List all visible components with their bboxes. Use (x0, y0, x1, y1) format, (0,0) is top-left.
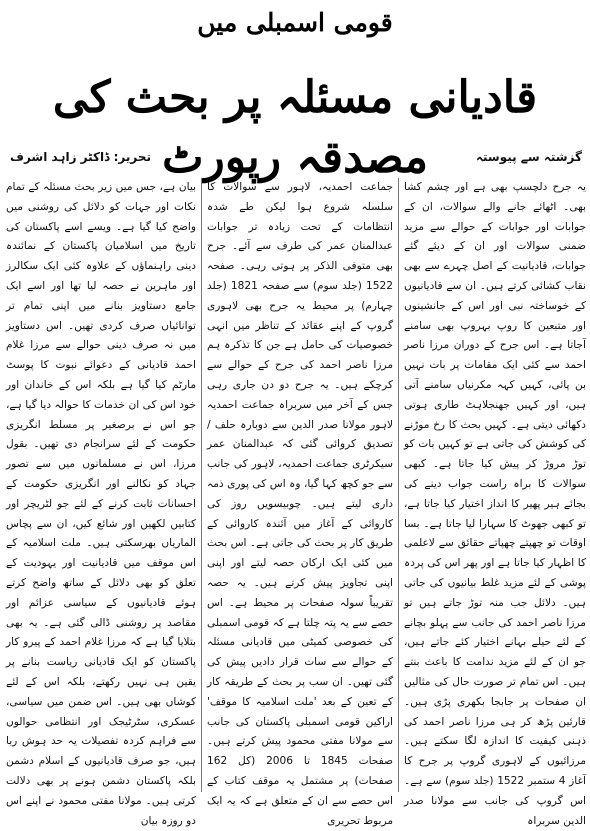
author-byline: تحریر: ڈاکٹر زاہد اشرف (10, 150, 152, 164)
page-title: قادیانی مسئلہ پر بحث کی مصدقہ رپورٹ (52, 72, 538, 183)
column-divider-2 (201, 178, 202, 792)
kicker-heading: قومی اسمبلی میں (197, 8, 393, 37)
article-column-2 (207, 178, 393, 827)
column-divider-1 (398, 178, 399, 792)
article-column-1 (404, 178, 586, 827)
continued-label: گزشتہ سے پیوستہ (475, 150, 582, 164)
column-1-text: یہ جرح دلچسپ بھی ہے اور چشم کشا بھی۔ اٹھائے جانے والے سوالات، ان کے جوابات اور جوابات کے حوالے سے مزید ضمنی سوالات اور ان کے دیئے گئے جوابات، قادیانیت کے اصل چہرے سے بھی نقاب کشائی کرتے ہیں۔ ان سے قادیانیوں کے خوساختہ نبی اور اس کے جانشینوں اور متبعین کا روپ بہروپ بھی سامنے آجاتا ہے۔ اس جرح کے دوران مرزا ناصر احمد سے کئی ایک مقامات پر بات نہیں بن پائی، کہیں کہہ مکرنیاں سامنے آتی ہیں، اور کہیں جھنجلاہٹ طاری ہوتی دکھائی دیتی ہے۔ کہیں بحث کا رخ موڑنے کی کوشش کی جاتی ہے تو کہیں بات کو توڑ مروڑ کر پیش کیا جاتا ہے۔ کبھی سوالات کا براہ راست جواب دینے کی بجائے ہیر پھیر کا انداز اختیار کیا جاتا ہے، تو کبھی جھوٹ کا سہارا لیا جاتا ہے۔ بسا اوقات تو چھپتے چھپاتے حقائق سے لاعلمی کا اظہار کیا جاتا ہے اور پھر اس کی پردہ پوشی کے لئے مزید غلط بیانیوں کی جاتی ہیں۔ دلائل جب منہ توڑ جاتے ہیں تو مرزا ناصر احمد کی جانب سے پہلو بچانے کے لئے حیلے بہانے اختیار کئے جاتے ہیں، جو ان کے لئے مزید ندامت کا باعث بنتے ہیں۔ اس تمام تر صورت حال کی مثالیں ان صفحات پر جابجا بکھری پڑی ہیں۔ قارئین پڑھ کر ہی مرزا ناصر احمد کی ذہنی کیفیت کا اندازہ لگا سکتے ہیں۔ مرزائیوں کے لاہوری گروپ پر جرح کا آغاز 4 ستمبر 1522 (جلد سوم) سے ہے۔ اس گروپ کی جانب سے مولانا صدر الدین سربراہ (404, 181, 586, 827)
column-2-text: جماعت احمدیہ، لاہور سے سوالات کا سلسلہ شروع ہوا لیکن طے شدہ انتظامات کے تحت زیادہ تر جوابات عبدالمنان عمر کی طرف سے آئے۔ جرح بھی متوفی الذکر پر ہوتی رہی۔ صفحہ 1522 (جلد سوم) سے صفحہ 1821 (جلد چہارم) پر محیط یہ جرح بھی لاہوری گروپ کے اپنے عقائد کے تناظر میں انہی خصوصیات کی حامل ہے جن کا تذکرہ ہم مرزا ناصر احمد کی جرح کے حوالے سے کرچکے ہیں۔ یہ جرح دو دن جاری رہی جس کے آخر میں سربراہ جماعت احمدیہ لاہور مولانا صدر الدین سے دوبارہ حلف / تصدیق کروائی گئی کہ عبدالمنان عمر سیکرٹری جماعت احمدیہ، لاہور کی جانب سے جو کچھ کہا گیا، وہ اس کی پوری ذمہ داری لیتے ہیں۔ چوبیسویں روز کی کاروائی کے آغاز میں آئندہ کاروائی کے طریق کار پر بحث کی جاتی ہے۔ اس بحث میں کئی ایک ارکان حصہ لیتے اور اپنی اپنی تجاویز پیش کرتے ہیں۔ یہ حصہ تقریباً سولہ صفحات پر محیط ہے۔ اس حصے سے یہ پتہ چلتا ہے کہ قومی اسمبلی کی خصوصی کمیٹی میں قادیانی مسئلہ کے حوالے سے سات قرار دادیں پیش کی گئی تھیں۔ ان سب پر بحث کے طریقہ کار کے تعین کے بعد 'ملت اسلامیہ کا موقف' اراکین قومی اسمبلی پاکستان کی جانب سے مولانا مفتی محمود پیش کرتے ہیں۔ صفحات 1845 تا 2006 (کل 162 صفحات) پر مشتمل یہ موقف کتاب کے اس حصے سے ان کے متعلق ہے کہ یہ ایک مربوط تحریری (207, 181, 393, 827)
byline-row (0, 150, 590, 172)
article-column-3 (6, 178, 196, 827)
column-3-text: بیان ہے، جس میں زیر بحث مسئلہ کے تمام نکات اور جہات کو دلائل کی روشنی میں واضح کیا گیا ہے۔ ویسے اسے پاکستان کی تاریخ میں اسلامیان پاکستان کے نمائندہ دینی راہنماؤں کے علاوہ کئی ایک سکالرز اور ماہرین نے حصہ لیا تھا اور اسے ایک جامع دستاویز بنانے میں اپنی تمام تر توانائیاں صرف کردی تھیں۔ اس دستاویز میں نہ صرف دینی حوالے سے مرزا غلام احمد قادیانی کے دعوائے نبوت کا پوسٹ مارٹم کیا گیا ہے بلکہ اس کے خاندان اور خود اس کی ان خدمات کا حوالہ دیا گیا ہے، جو اس نے برصغیر پر مسلط انگریزی حکومت کے لئے سرانجام دی تھیں۔ بقول مرزا، اس نے مسلمانوں میں سے تصور جہاد کو نکالنے اور انگریزی حکومت کے احسانات ثابت کرنے کے لئے جو لٹریچر اور کتابیں لکھیں اور شائع کیں، ان سے پچاس الماریاں بھرسکتی ہیں۔ ملت اسلامیہ کے اس موقف میں قادیانیت اور یہودیت کے تعلق کو بھی دلائل کے ساتھ واضح کرتے ہوئے قادیانیوں کے سیاسی عزائم اور مقاصد پر روشنی ڈالی گئی ہے۔ یہ بھی بتلایا گیا ہے کہ مرزا غلام احمد کے پیرو کار پاکستان کو ایک قادیانی ریاست بنانے پر یقین ہی نہیں رکھتے، بلکہ اس کے لئے کوشاں بھی ہیں۔ اس ضمن میں سیاسی، عسکری، سٹرٹیجک اور انتظامی حوالوں سے فراہم کردہ تفصیلات یہ حد ہوش ربا ہیں، جو صرف قادیانیوں کے اسلام دشمن بلکہ پاکستان دشمن ہونے پر بھی دلالت کرتی ہیں۔ مولانا مفتی محمود نے اپنے اس دو روزہ بیان (6, 181, 196, 827)
